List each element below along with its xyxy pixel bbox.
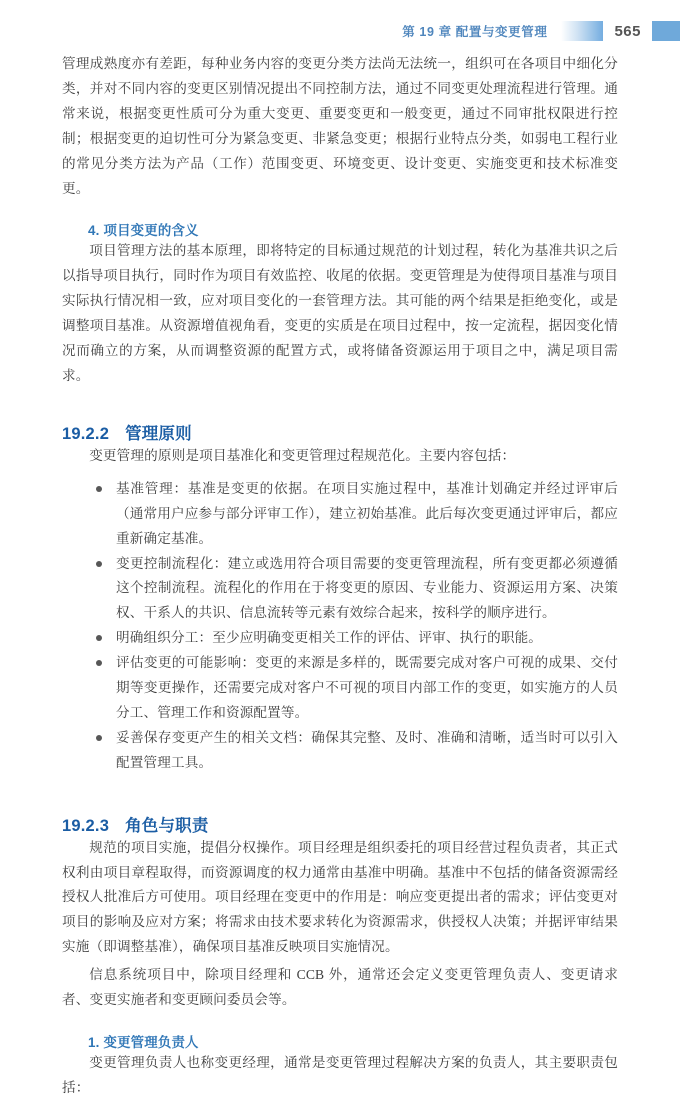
list-item <box>94 552 618 627</box>
section-19-2-2-block <box>62 420 618 776</box>
subsection-4-paragraph: 项目管理方法的基本原理，即将特定的目标通过规范的计划过程，转化为基准共识之后以指导项目执行，同时作为项目有效监控、收尾的依据。变更管理是为使得项目基准与项目实际执行情况相一致，应对项目变化的一套管理方法。其可能的两个结果是拒绝变化，或是调整项目基准。从资源增值视角看，变更的实质是在项目过程中，按一定流程，据因变化情况而确立的方案，从而调整资源的配置方式，或将储备资源运用于项目之中，满足项目需求。 <box>62 243 618 383</box>
bullet-dot-icon <box>96 735 102 741</box>
list-item <box>94 626 618 651</box>
header-gradient-block-icon <box>561 21 603 41</box>
list-item-text: 妥善保存变更产生的相关文档：确保其完整、及时、准确和清晰，适当时可以引入配置管理工具。 <box>116 729 618 770</box>
bullet-dot-icon <box>96 561 102 567</box>
list-item <box>94 726 618 776</box>
subsection-4-heading: 4. 项目变更的含义 <box>88 223 199 239</box>
section-19-2-2-number: 19.2.2 <box>62 424 110 443</box>
bullet-dot-icon <box>96 486 102 492</box>
subsection-1-heading: 1. 变更管理负责人 <box>88 1035 199 1050</box>
list-item-text: 评估变更的可能影响：变更的来源是多样的，既需要完成对客户可视的成果、交付期等变更操作，还需要完成对客户不可视的项目内部工作的变更，如实施方的人员分工、管理工作和资源配置等。 <box>116 655 618 720</box>
list-item-text: 基准管理：基准是变更的依据。在项目实施过程中，基准计划确定并经过评审后（通常用户应参与部分评审工作），建立初始基准。此后每次变更通过评审后，都应重新确定基准。 <box>116 480 618 546</box>
management-principles-list <box>62 477 618 776</box>
list-item-text: 明确组织分工：至少应明确变更相关工作的评估、评审、执行的职能。 <box>116 630 543 646</box>
page-content <box>62 52 618 1101</box>
section-19-2-2-intro: 变更管理的原则是项目基准化和变更管理过程规范化。主要内容包括： <box>89 447 516 463</box>
page-number: 565 <box>614 22 641 40</box>
section-19-2-3-paragraph-2: 信息系统项目中，除项目经理和 CCB 外，通常还会定义变更管理负责人、变更请求者、变更实施者和变更顾问委员会等。 <box>62 967 618 1008</box>
bullet-dot-icon <box>96 660 102 666</box>
opening-paragraph: 管理成熟度亦有差距，每种业务内容的变更分类方法尚无法统一，组织可在各项目中细化分类，并对不同内容的变更区别情况提出不同控制方法，通过不同变更处理流程进行管理。通常来说，根据变更性质可分为重大变更、重要变更和一般变更，通过不同审批权限进行控制；根据变更的迫切性可分为紧急变更、非紧急变更；根据行业特点分类，如弱电工程行业的常见分类方法为产品（工作）范围变更、环境变更、设计变更、实施变更和技术标准变更。 <box>62 56 618 196</box>
header-solid-block-icon <box>652 21 680 41</box>
subsection-1-paragraph: 变更管理负责人也称变更经理，通常是变更管理过程解决方案的负责人，其主要职责包括： <box>62 1055 618 1095</box>
list-item <box>94 477 618 552</box>
page-header <box>0 18 680 44</box>
subsection-1-block <box>62 1032 618 1101</box>
section-19-2-2-heading <box>62 420 618 444</box>
list-item <box>94 651 618 726</box>
subsection-4-block <box>62 220 618 388</box>
section-19-2-3-block <box>62 812 618 1101</box>
list-item-text: 变更控制流程化：建立或选用符合项目需要的变更管理流程，所有变更都必须遵循这个控制流程。流程化的作用在于将变更的原因、专业能力、资源运用方案、决策权、干系人的共识、信息流转等元素有效综合起来，按科学的顺序进行。 <box>116 555 618 621</box>
section-19-2-3-paragraph-1: 规范的项目实施，提倡分权操作。项目经理是组织委托的项目经营过程负责者，其正式权利由项目章程取得，而资源调度的权力通常由基准中明确。基准中不包括的储备资源需经授权人批准后方可使用。项目经理在变更中的作用是：响应变更提出者的需求；评估变更对项目的影响及应对方案；将需求由技术要求转化为资源需求，供授权人决策；并据评审结果实施（即调整基准），确保项目基准反映项目实施情况。 <box>62 839 618 955</box>
section-19-2-2-title: 管理原则 <box>125 424 192 443</box>
section-19-2-3-number: 19.2.3 <box>62 816 110 835</box>
section-19-2-3-heading <box>62 812 618 836</box>
bullet-dot-icon <box>96 635 102 641</box>
header-chapter-title: 第 19 章 配置与变更管理 <box>402 25 548 39</box>
section-19-2-3-title: 角色与职责 <box>125 816 209 835</box>
